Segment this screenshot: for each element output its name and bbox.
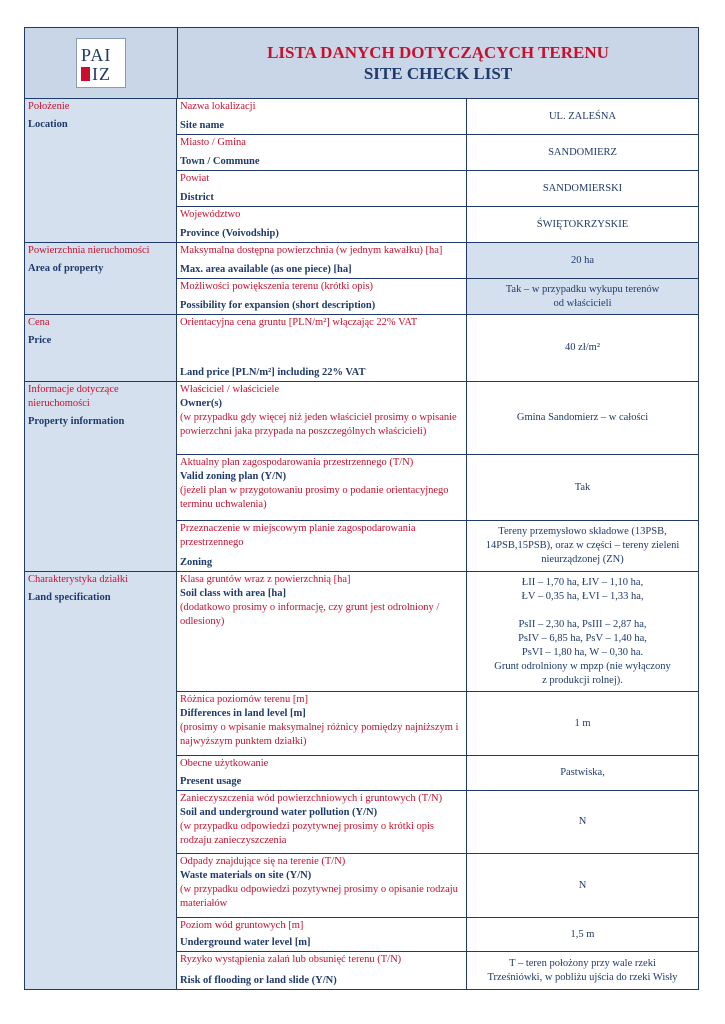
title-polish: LISTA DANYCH DOTYCZĄCYCH TERENU [267,43,609,62]
field-value-text [571,928,595,942]
field-label-english: Town / Commune [180,156,260,167]
title-english: SITE CHECK LIST [363,64,513,83]
value-line: Trześniówki, w pobliżu ujścia do rzeki Wisły [487,971,678,983]
field-value-text [486,525,680,567]
value-line: 14PSB,15PSB), oraz w części – tereny zieleni [485,540,680,551]
field-label-english: District [180,192,214,203]
section-label-polish: Charakterystyka działki [28,574,129,585]
field-label-polish: Obecne użytkowanie [180,758,269,769]
field-value-text [574,717,590,731]
field-value-text [517,411,648,425]
form-header [25,28,698,99]
field-row [177,756,698,791]
field-row [177,135,698,171]
field-label-polish: Województwo [180,209,241,220]
section-group [25,243,698,315]
field-label-english: Province (Voivodship) [180,228,279,239]
section-rows [177,243,698,314]
logo-cell [25,28,178,98]
field-value-text [565,341,600,355]
field-note: (w przypadku odpowiedzi pozytywnej prosimy o opisanie rodzaju materiałów [180,884,458,909]
form-body [25,99,698,989]
field-label-polish: Klasa gruntów wraz z powierzchnią [ha] [180,574,351,585]
field-label-english: Soil class with area [ha] [180,588,286,599]
field-label-cell [177,692,467,755]
field-label-cell [177,791,467,853]
field-row [177,207,698,242]
field-label-english: Max. area available (as one piece) [ha] [180,264,352,275]
field-label-polish: Orientacyjna cena gruntu [PLN/m²] włączając 22% VAT [180,317,418,328]
section-label-polish: Powierzchnia nieruchomości [28,245,150,256]
field-label-english: Soil and underground water pollution (Y/N) [180,807,378,818]
field-label-english: Waste materials on site (Y/N) [180,870,312,881]
field-label-cell [177,207,467,242]
section-group [25,99,698,243]
field-row [177,918,698,952]
value-line: od właścicieli [553,297,612,309]
field-value [467,791,698,853]
field-label-cell [177,243,467,278]
field-label-english: Possibility for expansion (short description) [180,300,376,311]
value-line: Pastwiska, [560,767,605,778]
field-label-polish: Właściciel / właściciele [180,384,280,395]
field-value [467,99,698,134]
field-note: (prosimy o wpisanie maksymalnej różnicy pomiędzy najniższym i najwyższym punktem działki) [180,722,459,747]
logo-text-top: PAI [81,45,112,65]
field-label-english: Zoning [180,557,213,568]
field-label-english: Site name [180,120,225,131]
field-label-polish: Maksymalna dostępna powierzchnia (w jednym kawałku) [ha] [180,245,443,256]
field-row [177,455,698,521]
section-rows [177,315,698,381]
field-value [467,572,698,691]
value-line: PsII – 2,30 ha, PsIII – 2,87 ha, [518,618,647,630]
field-value [467,135,698,170]
field-note: (jeżeli plan w przygotowaniu prosimy o podanie orientacyjnego terminu uchwalenia) [180,485,449,510]
value-line [494,604,670,618]
field-row [177,315,698,381]
field-value [467,315,698,381]
value-line: 40 zł/m² [565,342,600,353]
field-row [177,791,698,854]
field-note: (w przypadku gdy więcej niż jeden właściciel prosimy o wpisanie powierzchni jaka przypada na poszczególnych właścicieli) [180,412,457,437]
value-line: T – teren położony przy wale rzeki [509,957,656,969]
value-line: SANDOMIERZ [548,146,617,158]
field-value-text [537,218,628,232]
field-label-cell [177,315,467,381]
field-value [467,207,698,242]
value-line: nieurządzonej (ZN) [541,554,624,565]
field-label-english: Owner(s) [180,398,222,409]
field-row [177,854,698,918]
field-label-polish: Powiat [180,173,210,184]
field-row [177,952,698,989]
field-label-polish: Odpady znajdujące się na terenie (T/N) [180,856,346,867]
field-value [467,279,698,314]
field-label-polish: Ryzyko wystąpienia zalań lub obsunięć terenu (T/N) [180,954,402,965]
section-group [25,382,698,572]
value-line: Tak [574,481,591,493]
value-line: 20 ha [570,254,595,266]
section-label-cell [25,572,177,989]
value-line: 1 m [574,717,591,729]
value-line: N [578,879,587,891]
field-label-polish: Poziom wód gruntowych [m] [180,920,304,931]
field-label-english: Present usage [180,776,242,787]
value-line: Grunt odrolniony w mpzp (nie wyłączony [494,660,671,672]
field-value [467,521,698,571]
field-value-text [579,879,587,893]
value-line: z produkcji rolnej). [542,674,623,686]
field-label-polish: Możliwości powiększenia terenu (krótki opis) [180,281,374,292]
field-value [467,243,698,278]
section-label-cell [25,382,177,571]
field-label-cell [177,572,467,691]
section-label-english: Area of property [28,263,104,274]
field-label-cell [177,918,467,951]
field-value-text [571,254,594,268]
field-row [177,243,698,279]
field-value [467,756,698,790]
field-value [467,455,698,520]
section-label-english: Land specification [28,592,111,603]
field-label-cell [177,952,467,989]
value-line: PsVI – 1,80 ha, W – 0,30 ha. [521,646,644,658]
value-line: N [578,816,587,827]
section-label-english: Price [28,335,52,346]
field-label-cell [177,99,467,134]
field-row [177,171,698,207]
value-line: 1,5 m [570,928,595,940]
section-label-cell [25,315,177,381]
field-label-cell [177,382,467,454]
title-cell [178,28,698,98]
field-row [177,521,698,571]
field-label-polish: Różnica poziomów terenu [m] [180,694,308,705]
section-rows [177,572,698,989]
field-value-text [487,957,677,985]
logo-red-bar [81,67,90,81]
field-label-cell [177,455,467,520]
field-label-cell [177,279,467,314]
field-value-text [548,146,617,160]
field-value [467,692,698,755]
field-label-english: Underground water level [m] [180,937,311,948]
field-note: (dodatkowo prosimy o informację, czy grunt jest odrolniony / odlesiony) [180,602,440,627]
field-label-polish: Miasto / Gmina [180,137,246,148]
section-group [25,315,698,382]
field-label-polish: Aktualny plan zagospodarowania przestrzennego (T/N) [180,457,414,468]
field-value-text [494,576,670,688]
field-value [467,854,698,917]
value-line: ŁV – 0,35 ha, ŁVI – 1,33 ha, [521,590,644,602]
value-line: Tereny przemysłowo składowe (13PSB, [498,526,667,537]
value-line: Tak – w przypadku wykupu terenów [505,283,660,295]
value-line: PsIV – 6,85 ha, PsV – 1,40 ha, [518,632,647,644]
field-value [467,952,698,989]
value-line: SANDOMIERSKI [542,182,623,194]
field-value-text [549,110,616,124]
field-value [467,382,698,454]
field-value [467,171,698,206]
field-label-english: Land price [PLN/m²] including 22% VAT [180,367,366,378]
field-note: (w przypadku odpowiedzi pozytywnej prosimy o krótki opis rodzaju zanieczyszczenia [180,821,434,846]
section-label-cell [25,243,177,314]
field-label-polish: Nazwa lokalizacji [180,101,256,112]
section-label-polish: Informacje dotyczące nieruchomości [28,384,119,409]
field-label-polish: Zanieczyszczenia wód powierzchniowych i gruntowych (T/N) [180,793,443,804]
field-value-text [506,283,660,311]
site-check-list-form [24,27,699,990]
field-label-english: Risk of flooding or land slide (Y/N) [180,975,337,986]
field-label-cell [177,171,467,206]
section-label-cell [25,99,177,242]
field-value [467,918,698,951]
field-label-english: Valid zoning plan (Y/N) [180,471,287,482]
field-label-english: Differences in land level [m] [180,708,306,719]
paiz-logo [76,38,126,88]
value-line: UL. ZALEŚNA [548,110,617,122]
field-label-cell [177,521,467,571]
section-label-polish: Cena [28,317,50,328]
field-row [177,572,698,692]
field-label-cell [177,854,467,917]
field-row [177,692,698,756]
section-rows [177,382,698,571]
field-row [177,279,698,314]
field-row [177,99,698,135]
section-rows [177,99,698,242]
field-label-polish: Przeznaczenie w miejscowym planie zagospodarowania przestrzennego [180,523,416,548]
section-label-english: Location [28,119,68,130]
field-value-text [543,182,622,196]
value-line: Gmina Sandomierz – w całości [516,412,649,423]
section-label-english: Property information [28,416,125,427]
field-value-text [579,815,587,829]
section-label-polish: Położenie [28,101,70,112]
logo-text-bottom: IZ [92,64,111,84]
value-line: ŚWIĘTOKRZYSKIE [536,218,629,230]
field-label-cell [177,135,467,170]
field-value-text [575,481,591,495]
field-row [177,382,698,455]
value-line: ŁII – 1,70 ha, ŁIV – 1,10 ha, [521,576,644,588]
section-group [25,572,698,989]
field-label-cell [177,756,467,790]
field-value-text [560,766,605,780]
